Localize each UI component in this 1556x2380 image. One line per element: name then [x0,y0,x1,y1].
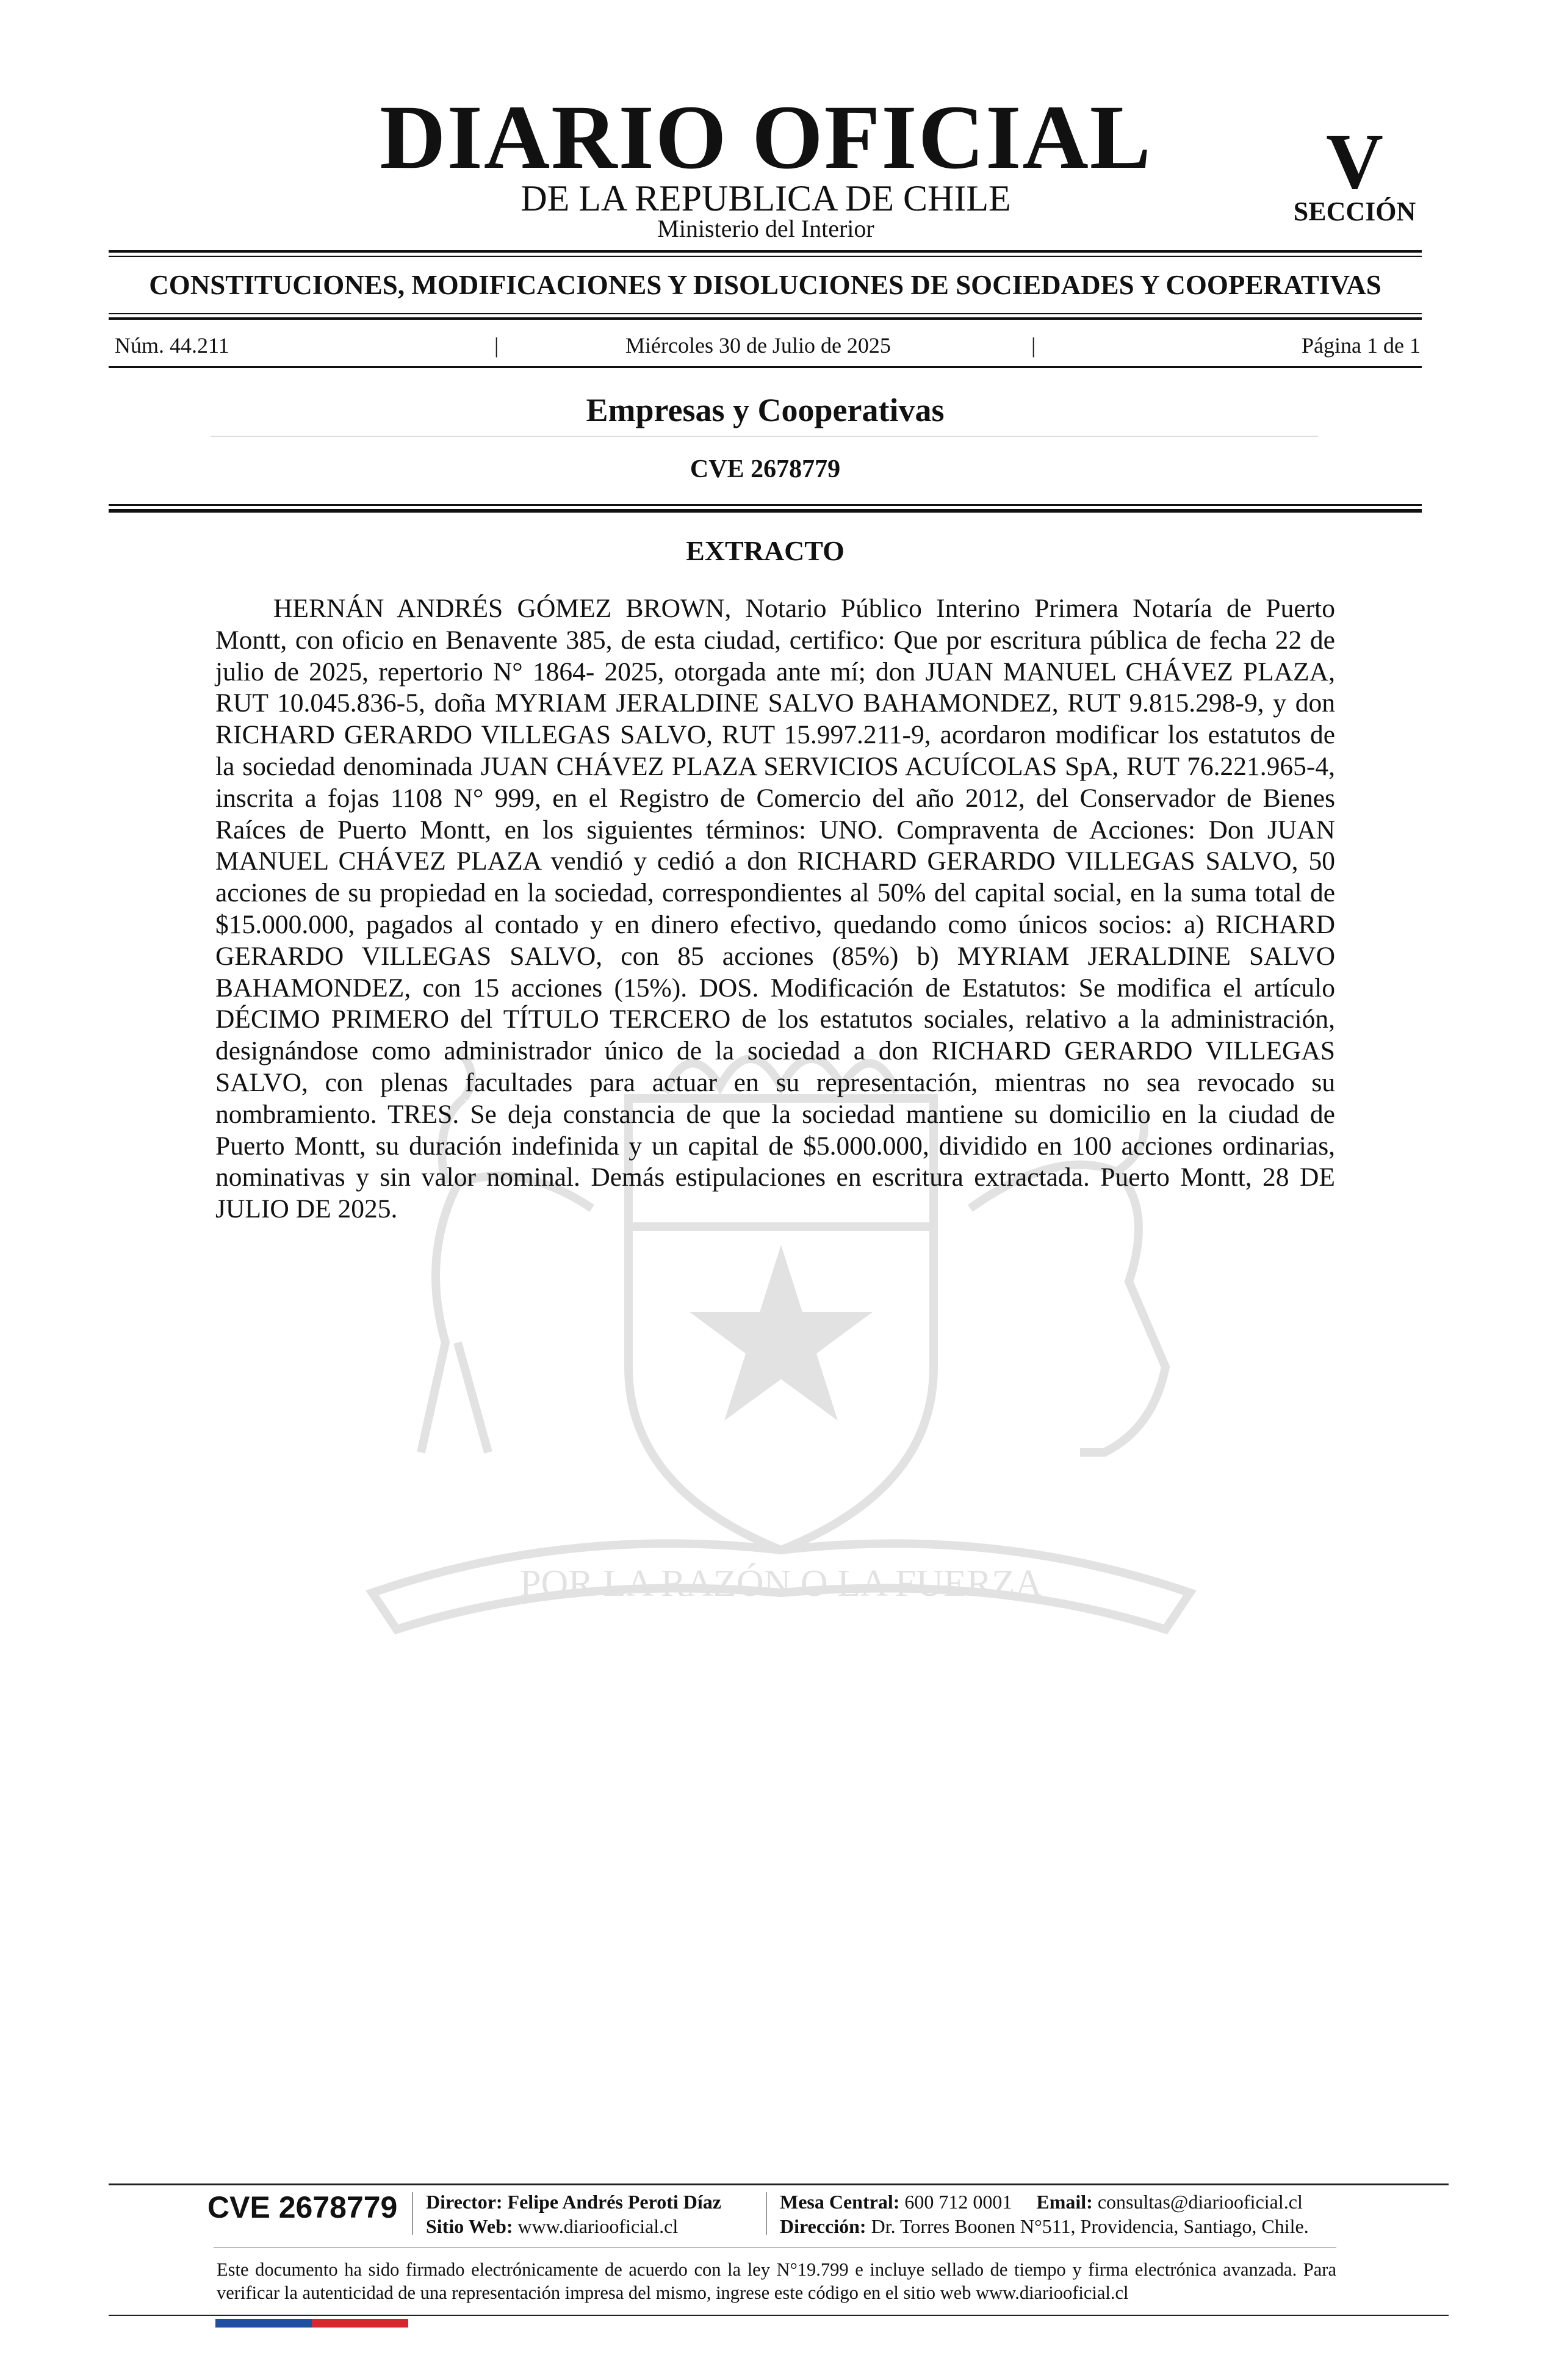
email-link[interactable]: consultas@diariooficial.cl [1097,2191,1303,2213]
issue-date: Miércoles 30 de Julio de 2025 [625,333,891,358]
meta-separator: | [1031,333,1036,358]
watermark-motto: POR LA RAZÓN O LA FUERZA [519,1563,1043,1604]
masthead-subtitle: DE LA REPUBLICA DE CHILE [520,178,1011,218]
footer-cve-code: CVE 2678779 [207,2190,398,2224]
header-rule-thin [109,256,1422,257]
phone-label: Mesa Central: [780,2191,900,2213]
footer-rule [109,2183,1449,2185]
address-label: Dirección: [780,2215,866,2237]
masthead-title: DIARIO OFICIAL [380,87,1152,188]
footer-website [426,2216,678,2236]
section-label: SECCIÓN [1293,197,1416,226]
footer-fine-rule [214,2247,1336,2248]
subsection-rule [211,436,1318,437]
footer-bottom-rule [109,2315,1449,2316]
phone-value: 600 712 0001 [904,2191,1012,2213]
flag-stripe-red [312,2319,408,2328]
flag-stripe-blue [215,2319,312,2328]
website-label: Sitio Web: [426,2215,513,2237]
cve-code: CVE 2678779 [690,455,841,483]
legal-notice: Este documento ha sido firmado electrónicamente de acuerdo con la ley N°19.799 e incluye sellado de tiempo y firma electrónica avanzada. Para verificar la autenticidad de una representación impresa del mismo, ingrese este código en el sitio web www.diariooficial.cl [217,2259,1336,2303]
subsection-title: Empresas y Cooperativas [586,392,945,428]
footer-divider [412,2192,413,2235]
category-title: CONSTITUCIONES, MODIFICACIONES Y DISOLUCIONES DE SOCIEDADES Y COOPERATIVAS [149,270,1381,300]
ministry-label: Ministerio del Interior [657,215,874,242]
footer-contact [780,2192,1303,2212]
page-indicator: Página 1 de 1 [1302,333,1421,358]
email-label: Email: [1036,2191,1093,2213]
meta-separator: | [494,333,499,358]
category-rule-thin [109,313,1422,314]
document-body: HERNÁN ANDRÉS GÓMEZ BROWN, Notario Público Interino Primera Notaría de Puerto Montt, con oficio en Benavente 385, de esta ciudad, certifico: Que por escritura pública de fecha 22 de julio de 2025, repertorio N° 1864- 2025, otorgada ante mí; don JUAN MANUEL CHÁVEZ PLAZA, RUT 10.045.836-5, doña MYRIAM JERALDINE SALVO BAHAMONDEZ, RUT 9.815.298-9, y don RICHARD GERARDO VILLEGAS SALVO, RUT 15.997.211-9, acordaron modificar los estatutos de la sociedad denominada JUAN CHÁVEZ PLAZA SERVICIOS ACUÍCOLAS SpA, RUT 76.221.965-4, inscrita a fojas 1108 N° 999, en el Registro de Comercio del año 2012, del Conservador de Bienes Raíces de Puerto Montt, en los siguientes términos: UNO. Compraventa de Acciones: Don JUAN MANUEL CHÁVEZ PLAZA vendió y cedió a don RICHARD GERARDO VILLEGAS SALVO, 50 acciones de su propiedad en la sociedad, correspondientes al 50% del capital social, en la suma total de $15.000.000, pagados al contado y en dinero efectivo, quedando como únicos socios: a) RICHARD GERARDO VILLEGAS SALVO, con 85 acciones (85%) b) MYRIAM JERALDINE SALVO BAHAMONDEZ, con 15 acciones (15%). DOS. Modificación de Estatutos: Se modifica el artículo DÉCIMO PRIMERO del TÍTULO TERCERO de los estatutos sociales, relativo a la administración, designándose como administrador único de la sociedad a don RICHARD GERARDO VILLEGAS SALVO, con plenas facultades para actuar en su representación, mientras no sea revocado su nombramiento. TRES. Se deja constancia de que la sociedad mantiene su domicilio en la ciudad de Puerto Montt, su duración indefinida y un capital de $5.000.000, dividido en 100 acciones ordinarias, nominativas y sin valor nominal. Demás estipulaciones en escritura extractada. Puerto Montt, 28 DE JULIO DE 2025. [215,594,1335,1224]
cve-rule-thin [109,504,1422,506]
website-link[interactable]: www.diariooficial.cl [517,2215,679,2237]
header-rule [109,250,1422,253]
footer-address [780,2216,1309,2236]
section-letter: V [1326,118,1383,206]
meta-rule [109,366,1422,368]
footer-director [426,2192,721,2212]
cve-rule [109,509,1422,513]
category-rule [109,317,1422,320]
director-label: Director: [426,2191,503,2213]
director-name: Felipe Andrés Peroti Díaz [507,2191,721,2213]
issue-number: Núm. 44.211 [115,333,229,358]
footer-divider [766,2192,767,2235]
document-title: EXTRACTO [686,535,845,566]
address-value: Dr. Torres Boonen N°511, Providencia, Santiago, Chile. [871,2215,1309,2237]
